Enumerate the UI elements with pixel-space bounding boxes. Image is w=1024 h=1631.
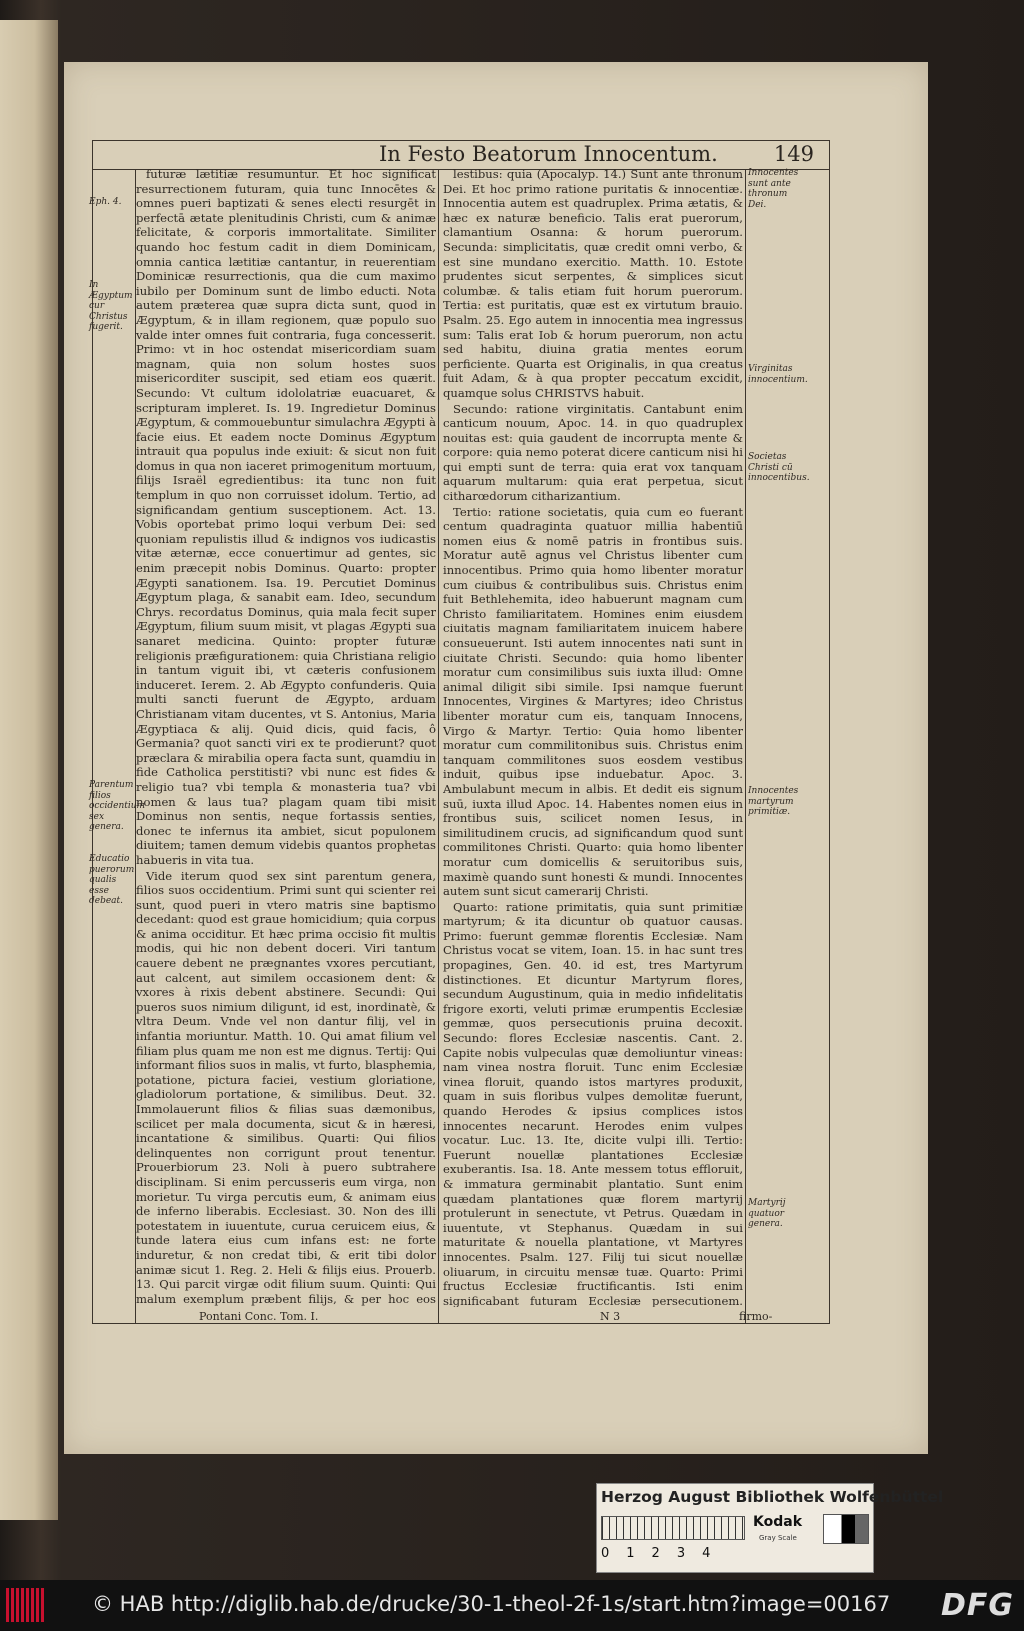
page-number: 149 (773, 142, 814, 166)
kodak-logo: Kodak (753, 1514, 802, 1530)
paragraph: lestibus: quia (Apocalyp. 14.) Sunt ante thronum Dei. Et hoc primo ratione puritatis & innocentiæ. Innocentia autem est quadruplex. Prima ætatis, & hæc ex naturæ beneficio. Talis erat puerorum, clamantium Osanna: & horum puerorum. Secunda: simplicitatis, quæ credit omni verbo, & est sine mundano exercitio. Matth. 10. Estote prudentes sicut serpentes, & simplices sicut columbæ. & talis etiam fuit horum puerorum. Tertia: est puritatis, quæ est ex virtutum brauio. Psalm. 25. Ego autem in innocentia mea ingressus sum: Talis erat Iob & horum puerorum, non actu sed habitu, diuina gratia mentes eorum perficiente. Quarta est Originalis, in qua creatus fuit Adam, & à qua propter peccatum excidit, quamque solus CHRISTVS habuit. (443, 167, 743, 400)
credit-link[interactable]: © HAB http://diglib.hab.de/drucke/30-1-theol-2f-1s/start.htm?image=00167 (92, 1592, 891, 1616)
barcode-icon (6, 1588, 46, 1622)
running-head-title: In Festo Beatorum Innocentum. (379, 142, 718, 166)
frame-right-margin-rule (745, 169, 746, 1323)
library-color-label (596, 1483, 944, 1573)
scale-numbers: 01234 (601, 1546, 728, 1561)
dfg-logo: DFG (940, 1588, 1014, 1623)
left-text-column (136, 167, 436, 1307)
margin-note: Educatio puerorum qualis esse debeat. (89, 854, 135, 906)
footer-left-reference: Pontani Conc. Tom. I. (199, 1310, 319, 1323)
paragraph: Tertio: ratione societatis, quia cum eo fuerant centum quadraginta quatuor millia habentiū nomen eius & nomē patris in frontibus suis. Moratur autē agnus vel Christus libenter cum innocentibus. Primo quia homo libenter moratur cum ciuibus & contribulibus suis. Christus enim fuit Bethlehemita, ideo habuerunt magnam cum Christo familiaritatem. Homines enim eiusdem ciuitatis magnam familiaritatem inuicem habere consueuerunt. Isti autem innocentes nati sunt in ciuitate Christi. Secundo: quia homo libenter moratur cum consimilibus suis iuxta illud: Omne animal diligit sibi simile. Ipsi namque fuerunt Innocentes, Virgines & Martyres; ideo Christus libenter moratur cum eis, tanquam Innocens, Virgo & Martyr. Tertio: Quia homo libenter moratur cum commilitonibus suis. Christus enim tanquam commilitones suos eosdem vestibus induit, quibus ipse induebatur. Apoc. 3. Ambulabunt mecum in albis. Et dedit eis signum suū, iuxta illud Apoc. 14. Habentes nomen eius in frontibus suis, scilicet nomen Iesus, in similitudinem crucis, ad significandum quod sunt commilitones Christi. Quarto: quia homo libenter moratur cum domicellis & seruitoribus suis, maximè quando sunt honesti & mundi. Innocentes autem sunt sicut camerarij Christi. (443, 504, 743, 899)
scale-ruler (601, 1516, 745, 1540)
margin-note: Parentum filios occidentium sex genera. (89, 780, 146, 832)
book-page (64, 62, 928, 1454)
paragraph: futuræ lætitiæ resumuntur. Et hoc significat resurrectionem futuram, quia tunc Innocētes & omnes pueri baptizati & senes electi resurgēt in perfectā ætate plenitudinis Christi, cum & animæ felicitate, & corporis immortalitate. Similiter quando hoc festum cadit in diem Dominicam, omnia cantica lætitiæ cantantur, in reuerentiam Dominicæ resurrectionis, qua die cum maximo iubilo per Dominum sunt de limbo educti. Nota autem præterea quæ supra dicta sunt, quod in Ægyptum, & in illam regionem, quæ populo suo valde inter omnes fuit contraria, fuga concesserit. Primo: vt in hoc ostendat misericordiam suam magnam, quia non solum hostes suos misericorditer suscipit, sed etiam eos quærit. Secundo: Vt cultum idololatriæ euacuaret, & scripturam impleret. Is. 19. Ingredietur Dominus Ægyptum, & commouebuntur simulachra Ægypti à facie eius. Et eadem nocte Dominus Ægyptum intrauit qua populus inde exiuit: & sicut non fuit domus in qua non iaceret primogenitum mortuum, filijs Israël egredientibus: ita tunc non fuit templum in quo non corruisset idolum. Tertio, ad significandam gentium susceptionem. Act. 13. Vobis oportebat primo loqui verbum Dei: sed quoniam repulistis illud & indignos vos iudicastis vitæ æternæ, ecce conuertimur ad gentes, sic enim præcepit nobis Dominus. Quarto: propter Ægypti sanationem. Isa. 19. Percutiet Dominus Ægyptum plaga, & sanabit eam. Ideo, secundum Chrys. recordatus Dominus, quia mala fecit super Ægyptum, filium suum misit, vt plagas Ægypti sua sanaret medicina. Quinto: propter futuræ religionis præfigurationem: quia Christiana religio in tantum viguit ibi, vt cæteris confusionem induceret. Ierem. 2. Ab Ægypto confunderis. Quia multi sancti fuerunt de Ægypto, arduam Christianam vitam ducentes, vt S. Antonius, Maria Ægyptiaca & alij. Quid dicis, quid facis, ô Germania? quot sancti viri ex te prodierunt? quot præclara & mirabilia opera facta sunt, quamdiu in fide Catholica perstitisti? vbi nunc est fides & religio tua? vbi templa & monasteria tua? vbi nomen & laus tua? plagam quam tibi misit Dominus non sentis, neque fortassis senties, donec te infernus ita ambiet, sicut populonem diuitem; tamen demum videbis quantos prophetas habueris in vita tua. (136, 167, 436, 867)
frame-center-rule (438, 169, 439, 1323)
adjacent-page-edge (0, 20, 58, 1520)
margin-note: Societas Christi cū innocentibus. (748, 452, 810, 483)
margin-note: Martyrij quatuor genera. (748, 1198, 786, 1229)
signature-mark: N 3 (600, 1310, 621, 1323)
margin-note: In Ægyptum cur Christus fugerit. (89, 280, 133, 332)
gray-scale-label: Gray Scale (759, 1534, 797, 1542)
catchword: firmo- (739, 1310, 773, 1323)
margin-note: Eph. 4. (89, 197, 122, 207)
paragraph: Secundo: ratione virginitatis. Cantabunt enim canticum nouum, Apoc. 14. in quo quadruplex nouitas est: quia gaudent de incorrupta mente & corpore: quia nemo poterat dicere canticum nisi hi qui empti sunt de terra: quia erat vox tanquam aquarum multarum: quia erat perpetua, sicut citharœdorum citharizantium. (443, 401, 743, 504)
credit-bar (0, 1580, 1024, 1631)
paragraph: Quarto: ratione primitatis, quia sunt primitiæ martyrum; & ita dicuntur ob quatuor causas. Primo: fuerunt gemmæ florentis Ecclesiæ. Nam Christus vocat se vitem, Ioan. 15. in hac sunt tres propagines, Gen. 40. id est, tres Martyrum distinctiones. Et dicuntur Martyrum flores, secundum Augustinum, quia in medio infidelitatis frigore exorti, veluti primæ erumpentis Ecclesiæ gemmæ, quos persecutionis pruina decoxit. Secundo: flores Ecclesiæ nascentis. Cant. 2. Capite nobis vulpeculas quæ demoliuntur vineas: nam vinea nostra floruit. Tunc enim Ecclesiæ vinea floruit, quando istos martyres produxit, quam in suis floribus vulpes demolitæ fuerunt, quando Herodes & ipsius complices istos innocentes necarunt. Herodes enim vulpes vocatur. Luc. 13. Ite, dicite vulpi illi. Tertio: Fuerunt nouellæ plantationes Ecclesiæ exuberantis. Isa. 18. Ante messem totus effloruit, & immatura germinabit plantatio. Sunt enim quædam plantationes quæ florem martyrij protulerunt in senectute, vt Petrus. Quædam in iuuentute, vt Stephanus. Quædam in sui maturitate & nouella plantatione, vt Martyres innocentes. Psalm. 127. Filij tui sicut nouellæ oliuarum, in circuitu mensæ tuæ. Quarto: Primi fructus Ecclesiæ fructificantis. Isti enim significabant futuram Ecclesiæ persecutionem. (443, 899, 743, 1307)
gray-scale-patch (823, 1514, 869, 1544)
margin-note: Virginitas innocentium. (748, 364, 808, 385)
margin-note: Innocentes martyrum primitiæ. (748, 786, 799, 817)
margin-note: Innocentes sunt ante thronum Dei. (748, 168, 799, 210)
library-name: Herzog August Bibliothek Wolfenbüttel (601, 1488, 944, 1506)
paragraph: Vide iterum quod sex sint parentum genera, filios suos occidentium. Primi sunt qui scienter rei sunt, quod pueri in vtero matris sine baptismo decedant: quod est graue homicidium; quia corpus & anima occiditur. Et hæc prima occisio fit multis modis, qui hic non debent doceri. Viri tantum cauere debent ne prægnantes vxores percutiant, aut calcent, aut similem occasionem dent: & vxores à rixis debent abstinere. Secundi: Qui pueros suos nimium diligunt, id est, inordinatè, & vltra Deum. Vnde vel non dantur filij, vel in infantia moriuntur. Matth. 10. Qui amat filium vel filiam plus quam me non est me dignus. Tertij: Qui informant filios suos in malis, vt furto, blasphemia, potatione, pictura faciei, vestium gloriatione, gladiolorum portatione, & similibus. Deut. 32. Immolauerunt filios & filias suas dæmonibus, scilicet per mala documenta, sicut & in hæresi, incantatione & similibus. Quarti: Qui filios delinquentes non corrigunt prout tenentur. Prouerbiorum 23. Noli à puero subtrahere disciplinam. Si enim percusseris eum virga, non morietur. Tu virga percutis eum, & animam eius de inferno liberabis. Ecclesiast. 30. Non des illi potestatem in iuuentute, curua ceruicem eius, & tunde latera eius cum infans est: ne forte induretur, & non credat tibi, & erit tibi dolor animæ sicut 1. Reg. 2. Heli & filijs eius. Prouerb. 13. Qui parcit virgæ odit filium suum. Quinti: Qui malum exemplum præbent filijs, & per hoc eos (136, 868, 436, 1306)
right-text-column (443, 167, 743, 1307)
